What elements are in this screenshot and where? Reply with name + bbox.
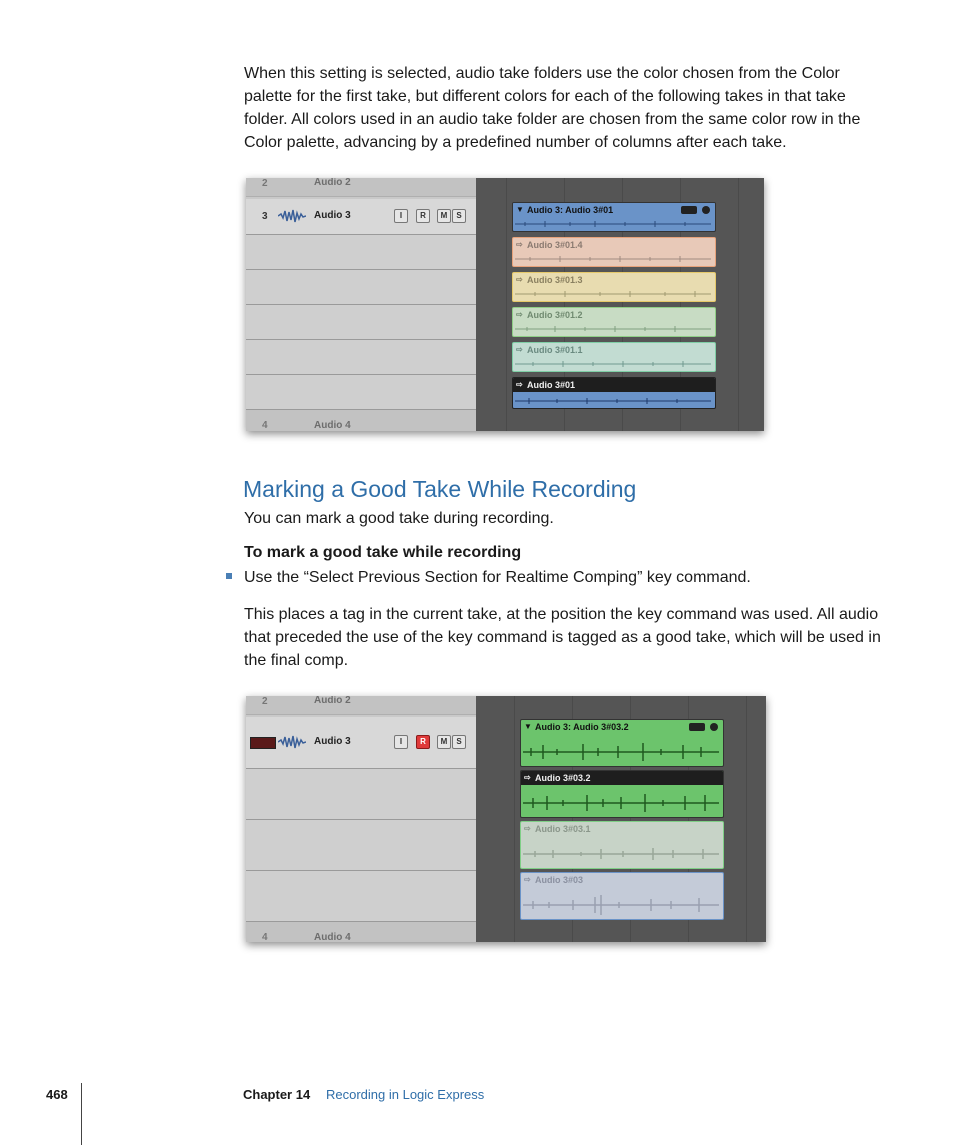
arrange-area bbox=[476, 696, 766, 942]
arrange-area bbox=[476, 178, 764, 431]
input-monitor-button[interactable]: I bbox=[394, 735, 408, 749]
take-lane-row bbox=[246, 340, 476, 375]
take-label: Audio 3#03.2 bbox=[535, 773, 591, 783]
take-folder-screenshot-2 bbox=[246, 696, 766, 942]
track-name: Audio 3 bbox=[314, 210, 351, 221]
solo-button[interactable]: S bbox=[452, 209, 466, 223]
take-folder-screenshot-1 bbox=[246, 178, 764, 431]
take-label: Audio 3#03.1 bbox=[535, 824, 591, 834]
take-lane[interactable] bbox=[512, 342, 716, 372]
track-row-audio-3[interactable] bbox=[246, 199, 476, 235]
waveform-icon bbox=[515, 254, 711, 264]
take-folder[interactable] bbox=[520, 719, 724, 767]
waveform-icon bbox=[515, 396, 711, 406]
record-level-meter bbox=[250, 737, 276, 749]
take-icon: ⇨ bbox=[524, 875, 531, 884]
chapter-label: Chapter 14 bbox=[243, 1087, 311, 1102]
take-icon: ⇨ bbox=[516, 345, 523, 354]
track-number: 3 bbox=[262, 211, 268, 222]
take-icon: ⇨ bbox=[524, 824, 531, 833]
disclosure-triangle-icon[interactable]: ▼ bbox=[516, 205, 524, 214]
track-name: Audio 3 bbox=[314, 736, 351, 747]
track-list bbox=[246, 178, 476, 431]
mute-button[interactable]: M bbox=[437, 209, 451, 223]
record-enable-button[interactable]: R bbox=[416, 209, 430, 223]
take-label: Audio 3#03 bbox=[535, 875, 584, 885]
take-lane[interactable] bbox=[520, 872, 724, 920]
waveform-icon bbox=[523, 791, 719, 815]
task-title: To mark a good take while recording bbox=[244, 544, 522, 561]
take-label: Audio 3#01 bbox=[527, 380, 576, 390]
chapter-title: Recording in Logic Express bbox=[326, 1087, 485, 1102]
take-lane-row bbox=[246, 305, 476, 340]
waveform-icon bbox=[278, 209, 306, 223]
waveform-icon bbox=[523, 893, 719, 917]
bullet-marker bbox=[226, 573, 232, 579]
waveform-icon bbox=[515, 324, 711, 334]
waveform-icon bbox=[278, 735, 306, 749]
track-number: 2 bbox=[262, 178, 268, 189]
section-heading: Marking a Good Take While Recording bbox=[243, 476, 637, 502]
track-row-audio-4 bbox=[246, 922, 476, 942]
page-number: 468 bbox=[46, 1087, 68, 1102]
waveform-icon bbox=[515, 359, 711, 369]
take-lane[interactable] bbox=[512, 272, 716, 302]
input-monitor-button[interactable]: I bbox=[394, 209, 408, 223]
track-row-audio-2 bbox=[246, 696, 476, 715]
take-icon: ⇨ bbox=[516, 380, 523, 389]
take-label: Audio 3#01.4 bbox=[527, 240, 583, 250]
take-label: Audio 3#01.1 bbox=[527, 345, 583, 355]
section-intro: You can mark a good take during recording. bbox=[244, 510, 554, 527]
take-lane[interactable] bbox=[512, 307, 716, 337]
record-enable-button[interactable]: R bbox=[416, 735, 430, 749]
take-label: Audio 3#01.3 bbox=[527, 275, 583, 285]
track-name: Audio 4 bbox=[314, 932, 351, 942]
take-lane-row bbox=[246, 769, 476, 820]
take-icon: ⇨ bbox=[524, 773, 531, 782]
track-row-audio-3[interactable] bbox=[246, 717, 476, 769]
track-number: 4 bbox=[262, 932, 268, 942]
track-list bbox=[246, 696, 476, 942]
track-row-audio-4 bbox=[246, 410, 476, 431]
take-lane-active[interactable] bbox=[520, 770, 724, 818]
take-icon: ⇨ bbox=[516, 310, 523, 319]
track-name: Audio 2 bbox=[314, 696, 351, 706]
take-lane-row bbox=[246, 820, 476, 871]
intro-paragraph: When this setting is selected, audio take folders use the color chosen from the Color palette for the first take, but different colors for each of the following takes in that take folder. All colors used in an audio take folder are chosen from the same color row in the Color palette, advancing by a predefined number of columns after each take. bbox=[244, 65, 861, 151]
waveform-icon bbox=[515, 289, 711, 299]
take-lane-row bbox=[246, 871, 476, 922]
track-number: 2 bbox=[262, 696, 268, 707]
take-folder-label: Audio 3: Audio 3#03.2 bbox=[535, 722, 629, 732]
take-folder-label: Audio 3: Audio 3#01 bbox=[527, 205, 614, 215]
take-lane[interactable] bbox=[520, 821, 724, 869]
track-name: Audio 2 bbox=[314, 178, 351, 188]
waveform-icon bbox=[523, 740, 719, 764]
take-lane-row bbox=[246, 270, 476, 305]
take-icon: ⇨ bbox=[516, 240, 523, 249]
take-folder-menu-icon[interactable] bbox=[689, 722, 719, 732]
track-name: Audio 4 bbox=[314, 420, 351, 431]
take-lane-row bbox=[246, 375, 476, 410]
take-folder[interactable] bbox=[512, 202, 716, 232]
disclosure-triangle-icon[interactable]: ▼ bbox=[524, 722, 532, 731]
body-paragraph: This places a tag in the current take, at the position the key command was used. All audio that preceded the use of the key command is tagged as a good take, which will be used in the final comp. bbox=[244, 606, 881, 669]
waveform-icon bbox=[515, 219, 711, 229]
solo-button[interactable]: S bbox=[452, 735, 466, 749]
take-lane-active[interactable] bbox=[512, 377, 716, 409]
take-lane[interactable] bbox=[512, 237, 716, 267]
take-folder-menu-icon[interactable] bbox=[681, 205, 711, 215]
track-row-audio-2 bbox=[246, 178, 476, 197]
track-number: 4 bbox=[262, 420, 268, 431]
waveform-icon bbox=[523, 842, 719, 866]
take-lane-row bbox=[246, 235, 476, 270]
bullet-text: Use the “Select Previous Section for Realtime Comping” key command. bbox=[244, 569, 751, 586]
footer-divider bbox=[81, 1083, 82, 1145]
take-label: Audio 3#01.2 bbox=[527, 310, 583, 320]
take-icon: ⇨ bbox=[516, 275, 523, 284]
mute-button[interactable]: M bbox=[437, 735, 451, 749]
